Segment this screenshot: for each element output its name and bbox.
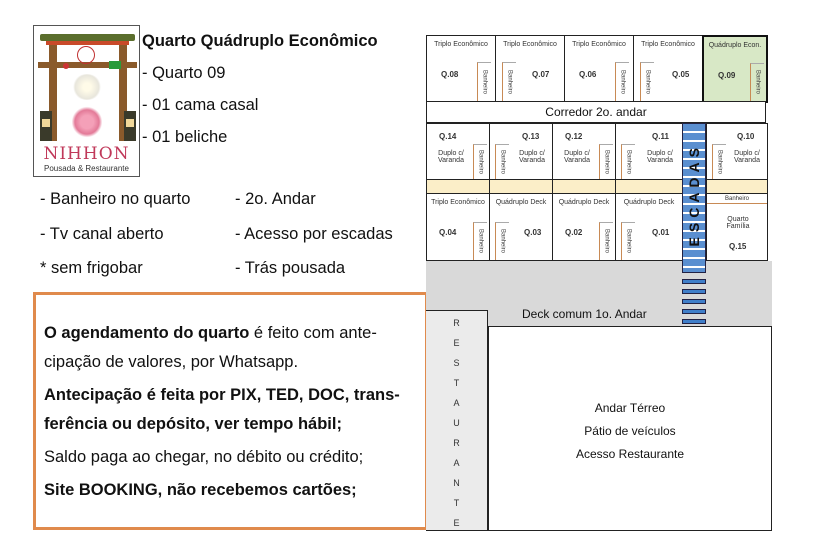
room-number: Q.09 (718, 71, 736, 80)
bathroom: Banheiro (621, 222, 635, 260)
room-number: Q.06 (579, 70, 597, 79)
room-number: Q.11 (652, 132, 669, 141)
logo-name: NIHHON (43, 144, 130, 164)
balcony (706, 179, 768, 194)
room-number: Q.10 (737, 132, 755, 141)
feature-item: - Banheiro no quarto (40, 190, 191, 208)
room-bed-bunk: - 01 beliche (142, 128, 228, 146)
room-type: Quarto Família (726, 216, 750, 230)
stair-step (682, 309, 706, 314)
room-type: Triplo Econômico (431, 199, 485, 206)
balcony (489, 179, 553, 194)
room-number: Q.04 (439, 228, 457, 237)
ground-floor-label: Andar Térreo (594, 401, 666, 415)
room-type: Duplo c/ Varanda (647, 150, 673, 164)
room-type: Quádruplo Deck (558, 199, 610, 206)
logo-subtitle: Pousada & Restaurante (44, 164, 129, 173)
room-q06 (564, 35, 634, 102)
ground-floor (488, 326, 772, 531)
room-type: Triplo Econômico (572, 41, 626, 48)
room-number: Q.02 (565, 228, 583, 237)
stair-step (682, 289, 706, 294)
booking-info-box (33, 292, 428, 530)
room-q10 (706, 123, 768, 180)
stair-step (682, 319, 706, 324)
room-q15-family (706, 193, 768, 261)
bathroom: Banheiro (599, 144, 613, 180)
feature-item: - 2o. Andar (235, 190, 316, 208)
bathroom: Banheiro (640, 62, 654, 102)
room-type: Duplo c/ Varanda (438, 150, 464, 164)
room-q07 (495, 35, 565, 102)
room-q04 (426, 193, 490, 261)
lantern-icon (124, 111, 136, 141)
restaurant (426, 310, 488, 531)
room-type: Duplo c/ Varanda (519, 150, 545, 164)
feature-item: - Tv canal aberto (40, 224, 164, 243)
torii-lintel-icon (46, 41, 129, 45)
room-q14 (426, 123, 490, 180)
restaurant-access-label: Acesso Restaurante (575, 447, 685, 461)
room-q05 (633, 35, 703, 102)
room-type: Quádruplo Deck (495, 199, 547, 206)
room-q01 (615, 193, 683, 261)
booking-para-1-rest: é feito com ante-cipação de valores, por Whatsapp. (44, 324, 377, 371)
balcony (426, 179, 490, 194)
bathroom: Banheiro (750, 63, 764, 101)
room-q11 (615, 123, 683, 180)
room-bed-double: - 01 cama casal (142, 96, 259, 114)
booking-para-3: Saldo paga ao chegar, no débito ou crédito; (44, 448, 364, 466)
room-number: Q.03 (524, 228, 542, 237)
room-q08 (426, 35, 496, 102)
floor-plan (426, 35, 772, 531)
feature-item: - Acesso por escadas (235, 224, 393, 243)
room-number: Q.14 (439, 132, 457, 141)
room-number: Q.01 (652, 228, 670, 237)
bathroom: Banheiro (495, 222, 509, 260)
room-info (142, 32, 378, 147)
room-number: Q.08 (441, 70, 459, 79)
stair-step (682, 279, 706, 284)
stair-step (682, 299, 706, 304)
room-number: Q.12 (565, 132, 583, 141)
bathroom: Banheiro (712, 144, 726, 180)
torii-roof-icon (40, 34, 135, 41)
room-type: Quádruplo Deck (623, 199, 675, 206)
booking-para-4: Site BOOKING, não recebemos cartões; (44, 481, 357, 499)
feature-item: * sem frigobar (40, 259, 143, 277)
stamp-icon (77, 46, 95, 64)
room-q13 (489, 123, 553, 180)
bathroom: Banheiro (707, 196, 767, 204)
room-features (40, 190, 420, 294)
deck-label: Deck comum 1o. Andar (522, 307, 647, 321)
room-type: Duplo c/ Varanda (564, 150, 590, 164)
stairs-label: ESCADAS (686, 143, 702, 247)
bathroom: Banheiro (473, 222, 487, 260)
room-q03 (489, 193, 553, 261)
feature-item: - Trás pousada (235, 259, 346, 277)
balcony (552, 179, 616, 194)
booking-para-1 (44, 319, 417, 377)
room-q09-highlighted (702, 35, 768, 103)
stairs (682, 123, 706, 328)
room-number: Q.13 (522, 132, 540, 141)
corridor-2nd-floor: Corredor 2o. andar (426, 101, 766, 123)
parking-label: Pátio de veículos (584, 424, 676, 438)
room-title: Quarto Quádruplo Econômico (142, 32, 378, 50)
room-type: Quádruplo Econ. (708, 42, 762, 49)
room-type: Triplo Econômico (503, 41, 557, 48)
room-type: Duplo c/ Varanda (734, 150, 760, 164)
pousada-logo (33, 25, 140, 177)
lantern-icon (40, 111, 52, 141)
restaurant-label: R E S T A U R A N T E (453, 318, 460, 528)
bathroom: Banheiro (473, 144, 487, 180)
bathroom: Banheiro (615, 62, 629, 102)
room-q12 (552, 123, 616, 180)
room-number: Q.07 (532, 70, 550, 79)
balcony (615, 179, 683, 194)
booking-para-1-bold: O agendamento do quarto (44, 324, 250, 342)
cherry-blossom-icon (72, 106, 102, 138)
booking-para-2: Antecipação é feita por PIX, TED, DOC, trans-ferência ou depósito, ver tempo hábil; (44, 386, 400, 433)
bathroom: Banheiro (621, 144, 635, 180)
bathroom: Banheiro (477, 62, 491, 102)
room-number: - Quarto 09 (142, 64, 226, 82)
orchid-icon (72, 74, 102, 100)
room-q02 (552, 193, 616, 261)
room-type: Triplo Econômico (641, 41, 695, 48)
bathroom: Banheiro (599, 222, 613, 260)
japan-flag-icon (63, 63, 69, 69)
bathroom: Banheiro (495, 144, 509, 180)
bathroom: Banheiro (502, 62, 516, 102)
brazil-flag-icon (109, 61, 121, 69)
room-type: Triplo Econômico (434, 41, 488, 48)
room-number: Q.15 (729, 242, 747, 251)
room-number: Q.05 (672, 70, 690, 79)
